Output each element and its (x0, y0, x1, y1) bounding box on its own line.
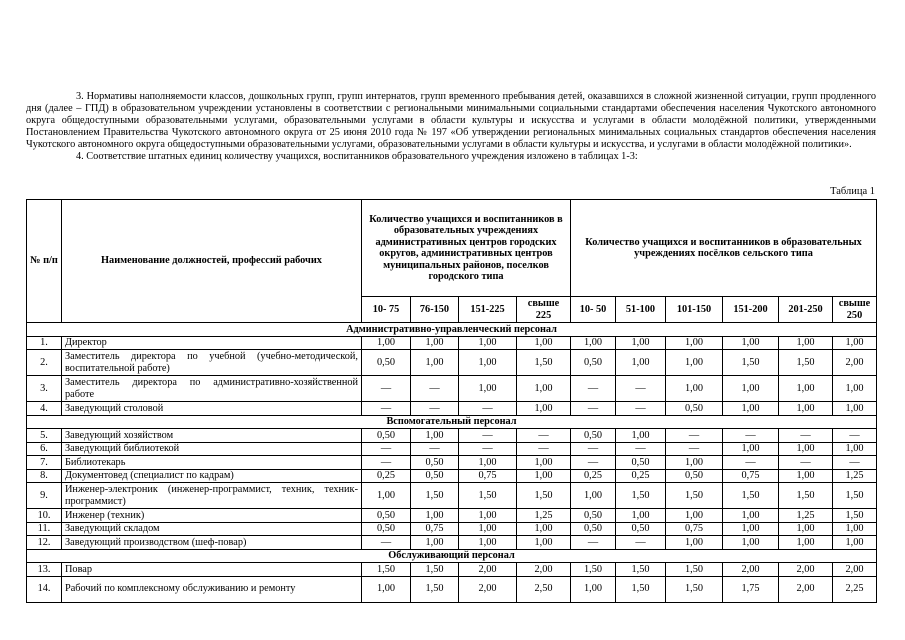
staff-units-cell: 1,25 (833, 469, 877, 483)
header-range-3: 151-225 (459, 297, 517, 323)
staff-units-cell: 1,00 (411, 509, 459, 523)
staff-units-cell: 0,50 (411, 469, 459, 483)
table-row (27, 509, 877, 523)
staff-units-cell: 2,25 (833, 576, 877, 602)
staff-units-cell: 1,00 (571, 336, 616, 350)
staff-units-cell: 2,00 (459, 563, 517, 577)
staff-units-cell: 1,00 (779, 376, 833, 402)
staff-units-cell: 1,00 (666, 456, 723, 470)
row-number: 4. (27, 402, 62, 416)
staff-units-cell: 1,25 (779, 509, 833, 523)
staff-units-cell: 1,50 (571, 563, 616, 577)
table-row (27, 563, 877, 577)
staff-units-cell: 1,00 (779, 522, 833, 536)
staff-units-cell: — (362, 536, 411, 550)
row-number: 12. (27, 536, 62, 550)
staff-units-cell: 1,50 (833, 483, 877, 509)
staff-units-cell: 1,00 (517, 536, 571, 550)
staff-units-cell: 1,00 (362, 336, 411, 350)
row-number: 14. (27, 576, 62, 602)
staff-units-cell: 0,50 (571, 509, 616, 523)
staff-units-cell: 1,00 (779, 442, 833, 456)
staff-units-cell: 2,00 (779, 563, 833, 577)
table-body (27, 323, 877, 603)
table-row (27, 402, 877, 416)
header-range-9: 201-250 (779, 297, 833, 323)
position-name: Инженер-электроник (инженер-программист, техник, техник-программист) (62, 483, 362, 509)
table-row (27, 469, 877, 483)
header-range-1: 10- 75 (362, 297, 411, 323)
staff-units-cell: — (411, 402, 459, 416)
staff-units-cell: — (616, 402, 666, 416)
staff-units-cell: 1,00 (459, 350, 517, 376)
staff-units-cell: — (833, 429, 877, 443)
staff-units-cell: 1,00 (517, 336, 571, 350)
staff-units-cell: 0,75 (411, 522, 459, 536)
row-number: 8. (27, 469, 62, 483)
staff-units-cell: 1,00 (517, 456, 571, 470)
section-row (27, 323, 877, 337)
staff-units-cell: 1,00 (779, 469, 833, 483)
staff-units-cell: 2,00 (459, 576, 517, 602)
section-row (27, 415, 877, 429)
header-range-5: 10- 50 (571, 297, 616, 323)
section-title: Обслуживающий персонал (27, 549, 877, 563)
staff-units-cell: 1,00 (459, 376, 517, 402)
staff-units-cell: 0,50 (616, 522, 666, 536)
header-range-2: 76-150 (411, 297, 459, 323)
staff-units-cell: — (459, 442, 517, 456)
staff-units-cell: 0,25 (616, 469, 666, 483)
staff-units-cell: 1,50 (833, 509, 877, 523)
staff-units-cell: 1,50 (723, 350, 779, 376)
staff-units-cell: 1,00 (459, 336, 517, 350)
table-row (27, 350, 877, 376)
staff-units-cell: 1,00 (616, 350, 666, 376)
table-row (27, 576, 877, 602)
staff-units-cell: — (616, 376, 666, 402)
header-range-4: свыше 225 (517, 297, 571, 323)
staff-units-cell: 1,50 (779, 483, 833, 509)
header-number: № п/п (27, 200, 62, 323)
staff-units-cell: 1,50 (666, 576, 723, 602)
staff-units-cell: 2,00 (517, 563, 571, 577)
position-name: Заведующий библиотекой (62, 442, 362, 456)
position-name: Заведующий производством (шеф-повар) (62, 536, 362, 550)
staff-units-cell: 1,00 (517, 376, 571, 402)
staff-units-cell: 0,50 (571, 522, 616, 536)
staff-units-cell: 1,50 (723, 483, 779, 509)
staff-units-cell: — (517, 442, 571, 456)
position-name: Заместитель директора по учебной (учебно-методической, воспитательной работе) (62, 350, 362, 376)
staff-units-cell: — (616, 442, 666, 456)
staff-units-cell: 2,50 (517, 576, 571, 602)
section-title: Вспомогательный персонал (27, 415, 877, 429)
staff-units-cell: 1,00 (411, 350, 459, 376)
staff-units-cell: 1,00 (833, 522, 877, 536)
staff-units-cell: 1,00 (723, 402, 779, 416)
staff-units-cell: — (411, 376, 459, 402)
staff-units-cell: 1,50 (459, 483, 517, 509)
staff-units-cell: — (362, 376, 411, 402)
position-name: Повар (62, 563, 362, 577)
header-range-10: свыше 250 (833, 297, 877, 323)
staff-units-cell: 1,00 (517, 402, 571, 416)
staff-units-cell: 0,75 (459, 469, 517, 483)
table-caption: Таблица 1 (830, 186, 875, 197)
staff-units-cell: — (571, 456, 616, 470)
staff-units-cell: — (779, 429, 833, 443)
section-row (27, 549, 877, 563)
staff-units-cell: 1,00 (411, 336, 459, 350)
row-number: 2. (27, 350, 62, 376)
staff-units-cell: — (362, 402, 411, 416)
position-name: Инженер (техник) (62, 509, 362, 523)
staff-units-cell: 1,00 (666, 536, 723, 550)
staff-units-cell: 1,50 (616, 483, 666, 509)
staff-units-cell: 1,00 (362, 576, 411, 602)
staff-units-cell: 1,50 (362, 563, 411, 577)
header-rural-group: Количество учащихся и воспитанников в образовательных учреждениях посёлков сельского типа (571, 200, 877, 297)
table-row (27, 336, 877, 350)
staff-units-cell: 1,00 (616, 509, 666, 523)
position-name: Заместитель директора по административно-хозяйственной работе (62, 376, 362, 402)
table-row (27, 536, 877, 550)
staff-units-cell: 0,50 (362, 522, 411, 536)
staff-units-cell: 1,00 (571, 483, 616, 509)
staff-units-cell: — (571, 402, 616, 416)
staff-units-cell: 1,00 (666, 376, 723, 402)
staff-units-cell: 0,50 (666, 469, 723, 483)
staff-units-cell: 1,50 (517, 483, 571, 509)
staff-units-cell: 1,00 (666, 350, 723, 376)
staff-units-cell: 0,50 (362, 509, 411, 523)
staff-units-cell: 0,50 (362, 350, 411, 376)
staff-units-cell: 2,00 (833, 350, 877, 376)
staff-units-cell: 2,00 (833, 563, 877, 577)
paragraph-3: 3. Нормативы наполняемости классов, дошкольных групп, групп интернатов, групп временного пребывания детей, оказавшихся в сложной жизненной ситуации, групп продленного дня (далее – ГПД) в образовательном учреждении установлены в соответствии с региональными минимальными социальными стандартами обеспечения населения Чукотского автономного округа общедоступными образовательными услугами, образовательными услугами в области культуры и искусства и услугами в области молодёжной политики, утвержденными Постановлением Правительства Чукотского автономного округа от 25 июня 2010 года № 197 «Об утверждении региональных минимальных социальных стандартов обеспечения населения Чукотского автономного округа общедоступными образовательными услугами, образовательными услугами в области культуры и искусства, и услугами в области молодёжной политики». (26, 91, 876, 151)
staff-units-cell: 1,00 (833, 376, 877, 402)
staff-units-cell: 0,50 (411, 456, 459, 470)
position-name: Директор (62, 336, 362, 350)
staff-units-cell: 1,50 (616, 576, 666, 602)
section-title: Административно-управленческий персонал (27, 323, 877, 337)
staff-units-cell: 1,25 (517, 509, 571, 523)
position-name: Рабочий по комплексному обслуживанию и ремонту (62, 576, 362, 602)
staff-units-cell: — (666, 429, 723, 443)
staff-units-cell: 0,50 (362, 429, 411, 443)
staff-units-cell: 0,50 (616, 456, 666, 470)
staff-units-cell: 1,00 (723, 536, 779, 550)
staff-units-cell: 0,25 (571, 469, 616, 483)
staff-units-cell: — (459, 429, 517, 443)
staff-units-cell: 1,00 (411, 536, 459, 550)
staff-units-cell: 1,50 (411, 576, 459, 602)
position-name: Библиотекарь (62, 456, 362, 470)
staff-units-cell: 0,75 (723, 469, 779, 483)
header-position-name: Наименование должностей, профессий рабочих (62, 200, 362, 323)
paragraph-4: 4. Соответствие штатных единиц количеству учащихся, воспитанников образовательного учреждения изложено в таблицах 1-3: (76, 151, 638, 163)
staff-units-cell: 1,00 (723, 442, 779, 456)
staff-units-cell: 0,50 (666, 402, 723, 416)
staff-units-cell: 0,50 (571, 429, 616, 443)
staff-units-cell: 1,00 (571, 576, 616, 602)
staff-units-cell: 1,50 (616, 563, 666, 577)
staff-units-cell: 1,00 (723, 376, 779, 402)
table-row (27, 376, 877, 402)
row-number: 11. (27, 522, 62, 536)
staff-units-cell: 0,50 (571, 350, 616, 376)
body-text (26, 91, 876, 164)
row-number: 10. (27, 509, 62, 523)
row-number: 1. (27, 336, 62, 350)
staff-units-cell: — (362, 456, 411, 470)
table-row (27, 429, 877, 443)
staff-units-cell: 2,00 (723, 563, 779, 577)
staff-units-cell: 1,00 (411, 429, 459, 443)
staff-units-cell: — (571, 536, 616, 550)
staff-units-cell: 1,50 (517, 350, 571, 376)
row-number: 5. (27, 429, 62, 443)
position-name: Заведующий хозяйством (62, 429, 362, 443)
staff-table (26, 199, 877, 603)
staff-units-cell: — (779, 456, 833, 470)
staff-units-cell: 1,00 (517, 469, 571, 483)
staff-units-cell: 1,50 (779, 350, 833, 376)
staff-units-cell: 1,50 (666, 483, 723, 509)
staff-units-cell: — (833, 456, 877, 470)
staff-units-cell: 1,00 (362, 483, 411, 509)
staff-units-cell: 1,00 (723, 509, 779, 523)
staff-units-cell: — (362, 442, 411, 456)
staff-units-cell: 2,00 (779, 576, 833, 602)
staff-units-cell: 1,00 (833, 536, 877, 550)
staff-units-cell: 1,00 (666, 509, 723, 523)
staff-units-cell: — (571, 376, 616, 402)
staff-units-cell: — (723, 456, 779, 470)
staff-units-cell: — (517, 429, 571, 443)
staff-units-cell: — (459, 402, 517, 416)
staff-units-cell: 1,00 (459, 536, 517, 550)
position-name: Заведующий складом (62, 522, 362, 536)
staff-units-cell: 1,50 (666, 563, 723, 577)
staff-units-cell: — (723, 429, 779, 443)
staff-units-cell: 1,00 (459, 522, 517, 536)
staff-units-cell: 1,00 (779, 536, 833, 550)
staff-units-cell: 1,00 (723, 336, 779, 350)
position-name: Документовед (специалист по кадрам) (62, 469, 362, 483)
staff-units-cell: 1,00 (616, 429, 666, 443)
header-range-7: 101-150 (666, 297, 723, 323)
staff-units-cell: 1,00 (459, 509, 517, 523)
staff-units-cell: — (666, 442, 723, 456)
position-name: Заведующий столовой (62, 402, 362, 416)
staff-units-cell: 1,50 (411, 563, 459, 577)
row-number: 6. (27, 442, 62, 456)
header-range-8: 151-200 (723, 297, 779, 323)
staff-units-cell: 1,00 (459, 456, 517, 470)
staff-units-cell: 1,00 (723, 522, 779, 536)
row-number: 9. (27, 483, 62, 509)
header-city-group: Количество учащихся и воспитанников в образовательных учреждениях административных центров городских округов, административных центров муниципальных районов, поселков городского типа (362, 200, 571, 297)
row-number: 13. (27, 563, 62, 577)
staff-units-cell: 1,00 (517, 522, 571, 536)
staff-units-cell: 1,00 (616, 336, 666, 350)
staff-units-cell: 0,75 (666, 522, 723, 536)
table-row (27, 522, 877, 536)
header-range-6: 51-100 (616, 297, 666, 323)
staff-units-cell: 0,25 (362, 469, 411, 483)
staff-units-cell: — (411, 442, 459, 456)
table-row (27, 442, 877, 456)
table-row (27, 483, 877, 509)
staff-units-cell: — (571, 442, 616, 456)
staff-units-cell: 1,00 (833, 336, 877, 350)
row-number: 3. (27, 376, 62, 402)
staff-units-cell: 1,00 (779, 336, 833, 350)
staff-units-cell: 1,00 (833, 402, 877, 416)
staff-units-cell: 1,00 (833, 442, 877, 456)
staff-units-cell: 1,00 (779, 402, 833, 416)
staff-units-cell: 1,00 (666, 336, 723, 350)
staff-units-cell: 1,50 (411, 483, 459, 509)
staff-units-cell: — (616, 536, 666, 550)
table-row (27, 456, 877, 470)
row-number: 7. (27, 456, 62, 470)
staff-units-cell: 1,75 (723, 576, 779, 602)
